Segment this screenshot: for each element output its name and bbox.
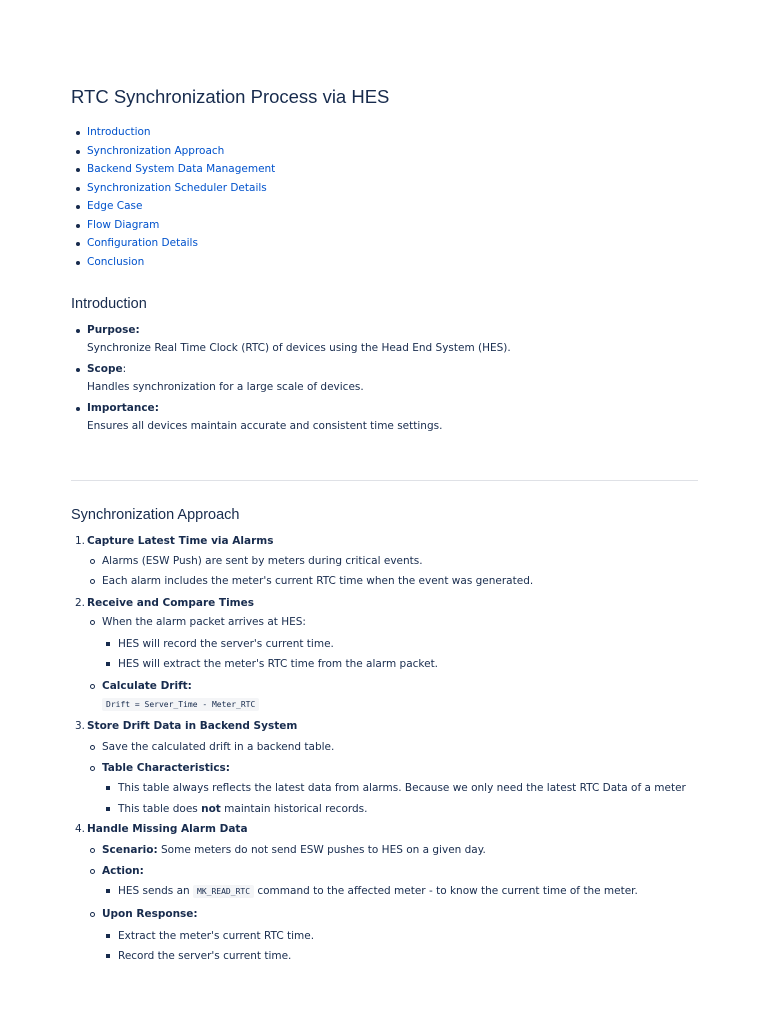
bullet-icon — [90, 869, 95, 874]
bullet-icon — [90, 912, 95, 917]
bullet-icon — [106, 786, 110, 790]
step-number: 1. — [75, 535, 86, 547]
bullet-icon — [90, 848, 95, 853]
bullet-icon — [90, 579, 95, 584]
bullet-icon — [90, 745, 95, 750]
intro-purpose-label: Purpose: — [87, 324, 140, 336]
bullet-icon — [90, 684, 95, 689]
step-2-subitem: HES will record the server's current time. — [118, 638, 334, 650]
bullet-icon — [76, 168, 80, 172]
section-heading-synchronization-approach: Synchronization Approach — [71, 507, 240, 523]
step-2-item: Calculate Drift: — [102, 680, 192, 692]
step-number: 2. — [75, 597, 86, 609]
intro-importance-text: Ensures all devices maintain accurate and consistent time settings. — [87, 420, 443, 432]
intro-scope-text: Handles synchronization for a large scale of devices. — [87, 381, 364, 393]
step-number: 3. — [75, 720, 86, 732]
step-1-item: Alarms (ESW Push) are sent by meters during critical events. — [102, 555, 423, 567]
drift-formula: Drift = Server_Time - Meter_RTC — [102, 698, 259, 711]
step-4-subitem: HES sends an MK_READ_RTC command to the affected meter - to know the current time of the meter. — [118, 885, 638, 897]
intro-purpose-text: Synchronize Real Time Clock (RTC) of devices using the Head End System (HES). — [87, 342, 511, 354]
section-heading-introduction: Introduction — [71, 296, 147, 312]
bullet-icon — [106, 807, 110, 811]
bullet-icon — [90, 620, 95, 625]
toc-link-introduction[interactable]: Introduction — [87, 126, 151, 138]
page-title: RTC Synchronization Process via HES — [71, 86, 390, 107]
bullet-icon — [76, 242, 80, 246]
toc-link-flow-diagram[interactable]: Flow Diagram — [87, 219, 160, 231]
step-3-title: Store Drift Data in Backend System — [87, 720, 298, 732]
bullet-icon — [106, 889, 110, 893]
step-3-item: Save the calculated drift in a backend table. — [102, 741, 335, 753]
intro-importance-label: Importance: — [87, 402, 159, 414]
step-1-title: Capture Latest Time via Alarms — [87, 535, 274, 547]
bullet-icon — [76, 224, 80, 228]
step-3-item: Table Characteristics: — [102, 762, 230, 774]
bullet-icon — [90, 559, 95, 564]
bullet-icon — [106, 642, 110, 646]
step-4-item: Action: — [102, 865, 144, 877]
toc-link-scheduler-details[interactable]: Synchronization Scheduler Details — [87, 182, 267, 194]
toc-link-backend-system[interactable]: Backend System Data Management — [87, 163, 276, 175]
bullet-icon — [76, 261, 80, 265]
bullet-icon — [106, 662, 110, 666]
intro-scope-label: Scope: — [87, 363, 127, 375]
step-4-subitem: Extract the meter's current RTC time. — [118, 930, 315, 942]
step-4-subitem: Record the server's current time. — [118, 950, 292, 962]
step-2-item: When the alarm packet arrives at HES: — [102, 616, 306, 628]
step-4-item: Scenario: Some meters do not send ESW pushes to HES on a given day. — [102, 844, 486, 856]
step-3-subitem: This table does not maintain historical records. — [118, 803, 368, 815]
toc-link-synchronization-approach[interactable]: Synchronization Approach — [87, 145, 225, 157]
step-3-subitem: This table always reflects the latest data from alarms. Because we only need the latest RTC Data of a meter — [118, 782, 686, 794]
step-2-subitem: HES will extract the meter's RTC time from the alarm packet. — [118, 658, 439, 670]
bullet-icon — [76, 187, 80, 191]
bullet-icon — [76, 368, 80, 372]
bullet-icon — [76, 150, 80, 154]
step-number: 4. — [75, 823, 86, 835]
bullet-icon — [76, 131, 80, 135]
bullet-icon — [106, 954, 110, 958]
toc-link-edge-case[interactable]: Edge Case — [87, 200, 143, 212]
step-4-title: Handle Missing Alarm Data — [87, 823, 248, 835]
section-divider — [71, 480, 698, 481]
step-4-item: Upon Response: — [102, 908, 198, 920]
step-2-title: Receive and Compare Times — [87, 597, 254, 609]
bullet-icon — [76, 205, 80, 209]
bullet-icon — [90, 766, 95, 771]
toc-link-configuration-details[interactable]: Configuration Details — [87, 237, 198, 249]
bullet-icon — [76, 329, 80, 333]
toc-link-conclusion[interactable]: Conclusion — [87, 256, 145, 268]
bullet-icon — [106, 934, 110, 938]
step-1-item: Each alarm includes the meter's current RTC time when the event was generated. — [102, 575, 534, 587]
bullet-icon — [76, 407, 80, 411]
